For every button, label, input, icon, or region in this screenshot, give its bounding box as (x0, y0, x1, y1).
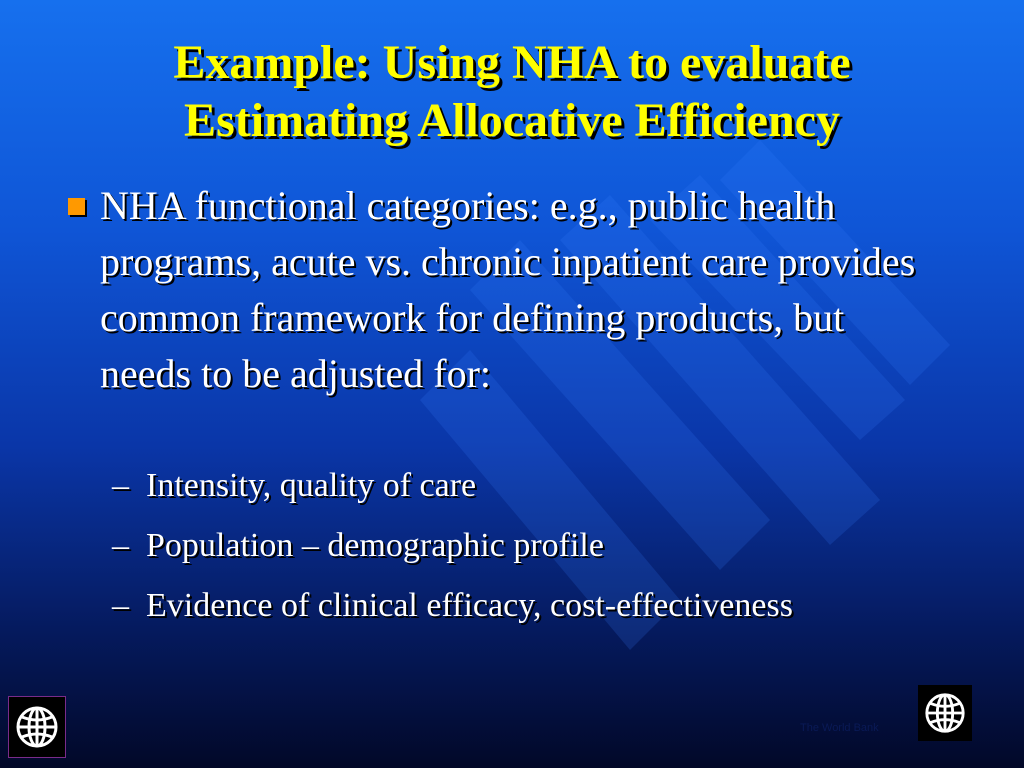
main-bullet (62, 178, 942, 402)
square-bullet-icon (68, 198, 85, 215)
sub-bullet-list (112, 466, 912, 646)
footer-label: The World Bank (800, 722, 879, 734)
sub-bullet-dash: – (112, 587, 129, 624)
world-bank-logo-right (918, 685, 972, 741)
slide-title-line-1: Example: Using NHA to evaluate (173, 36, 851, 89)
main-bullet-text: NHA functional categories: e.g., public health programs, acute vs. chronic inpatient care provides common framework for defining products, but needs to be adjusted for: (100, 183, 916, 396)
sub-bullet-text: Intensity, quality of care (146, 467, 477, 504)
globe-icon (14, 704, 60, 750)
sub-bullet-item (112, 586, 912, 626)
world-bank-logo-left (8, 696, 66, 758)
sub-bullet-text: Evidence of clinical efficacy, cost-effectiveness (146, 587, 793, 624)
sub-bullet-item (112, 466, 912, 506)
slide-title-line-2: Estimating Allocative Efficiency (184, 94, 840, 147)
slide-title (0, 34, 1024, 150)
sub-bullet-item (112, 526, 912, 566)
globe-icon (923, 691, 967, 735)
sub-bullet-text: Population – demographic profile (146, 527, 604, 564)
sub-bullet-dash: – (112, 527, 129, 564)
sub-bullet-dash: – (112, 467, 129, 504)
